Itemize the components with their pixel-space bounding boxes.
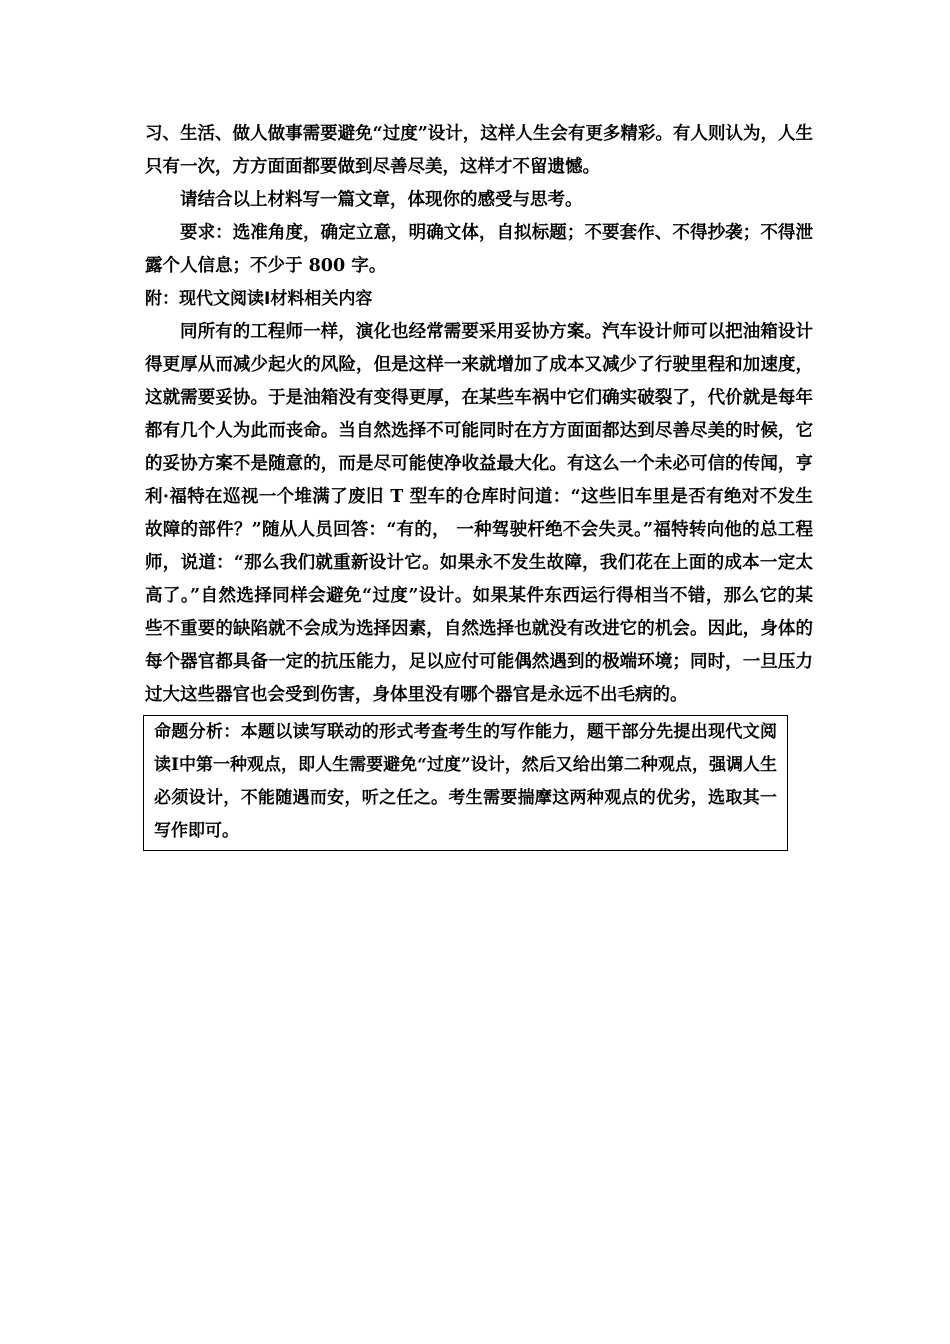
prompt-requirements: 要求：选准角度，确定立意，明确文体，自拟标题；不要套作、不得抄袭；不得泄露个人信息；不少于 800 字。 [145, 223, 813, 276]
analysis-text: 本题以读写联动的形式考查考生的写作能力，题干部分先提出现代文阅读Ⅰ中第一种观点，即人生需要避免“过度”设计，然后又给出第二种观点，强调人生必须设计，不能随遇而安，听之任之。考生需要揣摩这两种观点的优劣，选取其一写作即可。 [154, 722, 778, 841]
analysis-box [143, 715, 788, 851]
prompt-instruction: 请结合以上材料写一篇文章，体现你的感受与思考。 [180, 190, 583, 210]
prompt-paragraph-continued: 习、生活、做人做事需要避免“过度”设计，这样人生会有更多精彩。有人则认为，人生只有一次，方方面面都要做到尽善尽美，这样才不留遗憾。 [145, 124, 813, 177]
appendix-heading: 附：现代文阅读Ⅰ材料相关内容 [145, 289, 373, 309]
appendix-body: 同所有的工程师一样，演化也经常需要采用妥协方案。汽车设计师可以把油箱设计得更厚从而减少起火的风险，但是这样一来就增加了成本又减少了行驶里程和加速度，这就需要妥协。于是油箱没有变得更厚，在某些车祸中它们确实破裂了，代价就是每年都有几个人为此而丧命。当自然选择不可能同时在方方面面都达到尽善尽美的时候，它的妥协方案不是随意的，而是尽可能使净收益最大化。有这么一个未必可信的传闻，亨利·福特在巡视一个堆满了废旧 T 型车的仓库时问道：“这些旧车里是否有绝对不发生故障的部件？”随从人员回答：“有的， 一种驾驶杆绝不会失灵。”福特转向他的总工程师，说道：“那么我们就重新设计它。如果永不发生故障，我们花在上面的成本一定太高了。”自然选择同样会避免“过度”设计。如果某件东西运行得相当不错，那么它的某些不重要的缺陷就不会成为选择因素，自然选择也就没有改进它的机会。因此，身体的每个器官都具备一定的抗压能力，足以应付可能偶然遇到的极端环境；同时，一旦压力过大这些器官也会受到伤害，身体里没有哪个器官是永远不出毛病的。 [145, 322, 813, 705]
analysis-label: 命题分析： [154, 722, 241, 742]
document-page [145, 118, 813, 851]
analysis-paragraph [154, 716, 777, 848]
